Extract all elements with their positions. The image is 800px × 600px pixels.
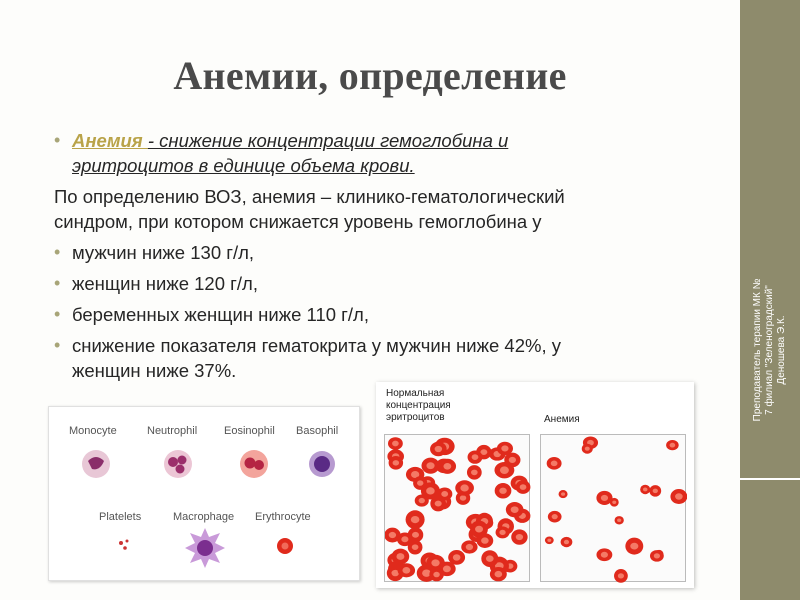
who-text xyxy=(54,184,694,234)
rbc-comparison-figure xyxy=(376,382,694,588)
bullet-icon: • xyxy=(54,130,61,150)
definition-text-1: - снижение концентрации гемоглобина и xyxy=(147,130,509,151)
erythrocyte xyxy=(582,444,593,454)
cell-label-basophil: Basophil xyxy=(296,425,339,437)
bullet-icon: • xyxy=(54,273,61,293)
criteria-text: мужчин ниже 130 г/л, xyxy=(72,242,255,263)
erythrocyte xyxy=(670,489,687,504)
anemia-rbc-box xyxy=(540,434,686,582)
erythrocyte xyxy=(426,555,445,571)
definition-term: Анемия xyxy=(72,130,148,151)
erythrocyte xyxy=(666,440,679,450)
erythrocyte xyxy=(559,490,568,498)
bullet-icon: • xyxy=(54,304,61,324)
erythrocyte xyxy=(561,537,573,547)
erythrocyte xyxy=(548,511,562,523)
erythrocyte xyxy=(408,527,424,542)
cell-label-macrophage: Macrophage xyxy=(173,511,235,523)
definition-item xyxy=(54,128,694,178)
erythrocyte xyxy=(615,516,624,524)
erythrocyte xyxy=(421,458,439,474)
cell-label-platelets: Platelets xyxy=(99,511,142,523)
erythrocyte xyxy=(497,442,513,455)
macrophage-icon xyxy=(182,525,228,571)
cell-label-monocyte: Monocyte xyxy=(69,425,117,437)
erythrocyte xyxy=(467,465,482,480)
erythrocyte xyxy=(392,549,410,565)
slide-body xyxy=(54,128,694,383)
erythrocyte xyxy=(545,536,554,544)
criteria-item xyxy=(54,240,694,265)
erythrocyte-icon xyxy=(275,536,295,556)
erythrocyte xyxy=(490,567,507,581)
eosinophil-icon xyxy=(237,447,271,481)
bullet-icon: • xyxy=(54,335,61,355)
anemia-rbc-image xyxy=(541,435,687,583)
erythrocyte xyxy=(547,457,562,470)
erythrocyte xyxy=(494,462,514,478)
bullet-icon: • xyxy=(54,242,61,262)
normal-caption: Нормальная концентрация эритроцитов xyxy=(386,388,451,423)
erythrocyte xyxy=(406,510,425,529)
erythrocyte xyxy=(430,442,447,456)
slide-title: Анемии, определение xyxy=(173,53,567,98)
cell-label-neutrophil: Neutrophil xyxy=(147,425,198,437)
erythrocyte xyxy=(511,529,527,544)
criteria-item xyxy=(54,271,694,296)
blood-cells-figure xyxy=(48,406,360,581)
definition-text-2: эритроцитов в единице объема крови. xyxy=(72,155,415,176)
basophil-icon xyxy=(305,447,339,481)
erythrocyte xyxy=(461,540,477,553)
erythrocyte xyxy=(388,437,403,450)
anemia-caption: Анемия xyxy=(544,414,580,425)
neutrophil-icon xyxy=(161,447,195,481)
erythrocyte xyxy=(649,485,661,497)
author-credit: Преподаватель терапии МК № 7 филиал "Зеленоградский" Деношева Э.К. xyxy=(752,278,787,422)
erythrocyte xyxy=(506,502,524,517)
erythrocyte xyxy=(625,538,643,555)
cell-label-erythrocyte: Erythrocyte xyxy=(255,511,311,523)
normal-rbc-image xyxy=(385,435,531,583)
criteria-item xyxy=(54,333,694,383)
erythrocyte xyxy=(430,496,446,512)
criteria-text: женщин ниже 37%. xyxy=(72,360,237,381)
who-text-line-2: синдром, при котором снижается уровень гемоглобина у xyxy=(54,211,542,232)
erythrocyte xyxy=(439,459,456,474)
erythrocyte xyxy=(516,480,531,494)
erythrocyte xyxy=(596,491,612,505)
erythrocyte xyxy=(455,480,474,495)
erythrocyte xyxy=(640,485,650,494)
erythrocyte xyxy=(481,550,498,567)
criteria-text: женщин ниже 120 г/л, xyxy=(72,273,258,294)
monocyte-icon xyxy=(79,447,113,481)
erythrocyte xyxy=(477,533,494,548)
erythrocyte xyxy=(650,550,664,562)
erythrocyte xyxy=(468,450,483,463)
erythrocyte xyxy=(389,456,404,470)
normal-rbc-box xyxy=(384,434,530,582)
criteria-item xyxy=(54,302,694,327)
erythrocyte xyxy=(495,483,512,499)
criteria-text: беременных женщин ниже 110 г/л, xyxy=(72,304,369,325)
criteria-text: снижение показателя гематокрита у мужчин ниже 42%, у xyxy=(72,335,561,356)
erythrocyte xyxy=(398,563,415,577)
platelets-icon xyxy=(115,535,135,555)
who-text-line-1: По определению ВОЗ, анемия – клинико-гематологический xyxy=(54,186,565,207)
erythrocyte xyxy=(614,569,628,583)
erythrocyte xyxy=(496,526,510,538)
erythrocyte xyxy=(596,548,612,561)
cell-label-eosinophil: Eosinophil xyxy=(224,425,275,437)
